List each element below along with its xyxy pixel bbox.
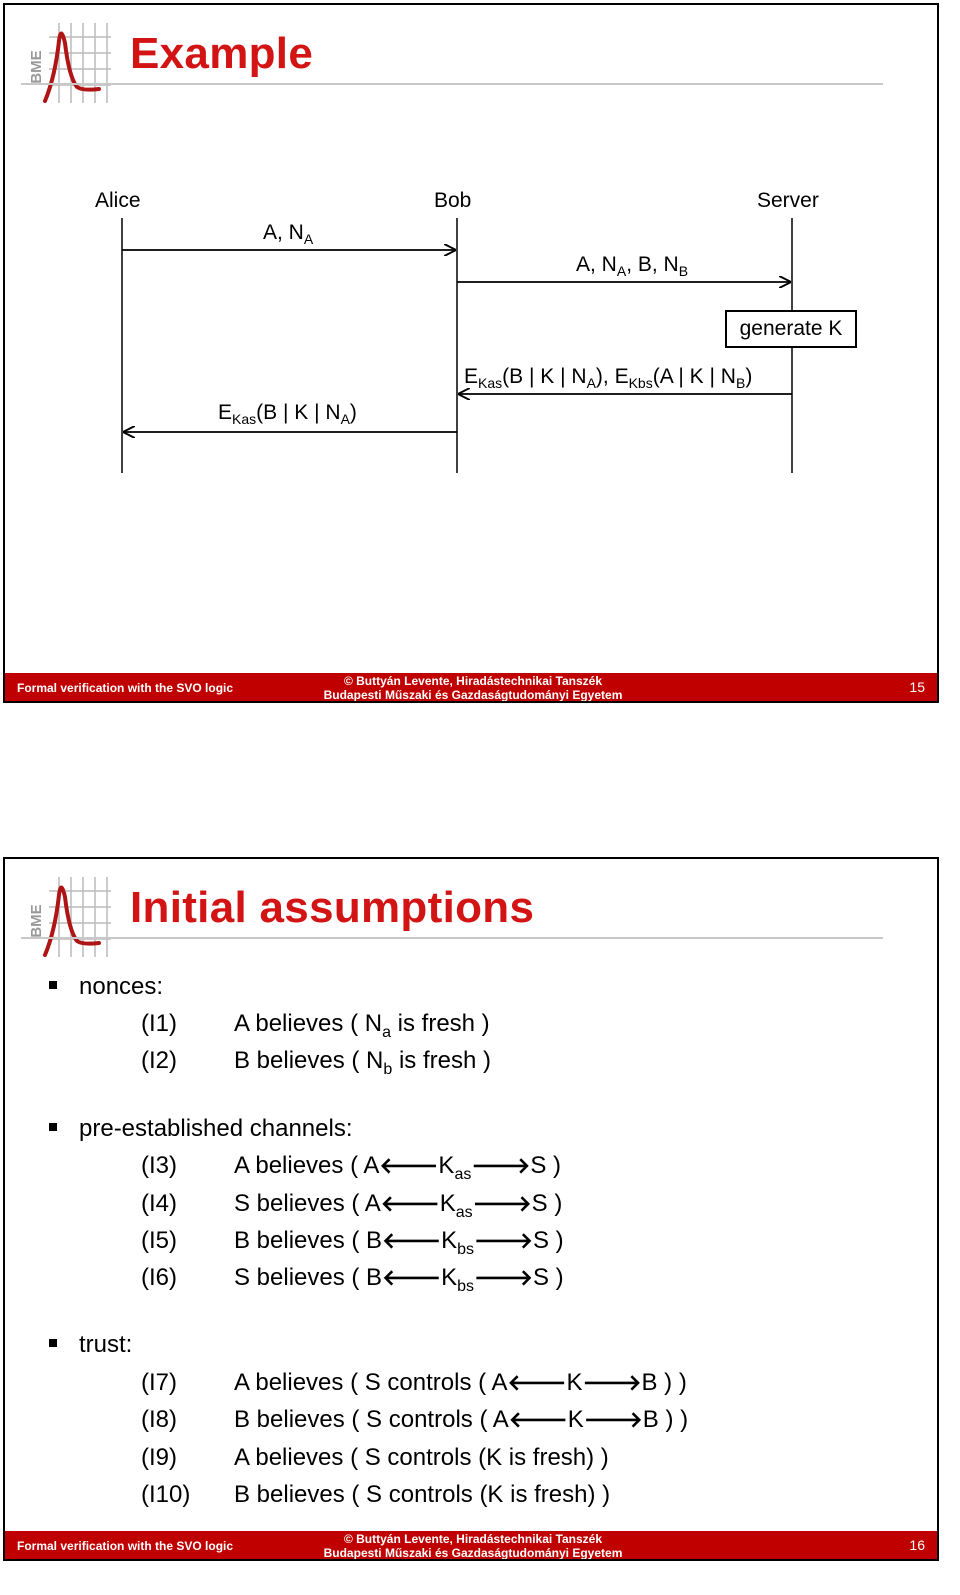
right-arrow-icon: 🡒 <box>472 1192 532 1217</box>
bme-logo <box>19 871 115 961</box>
slide-title: Initial assumptions <box>130 883 535 932</box>
footer-author: © Buttyán Levente, Hiradástechnikai Tanszék <box>343 674 603 688</box>
svg-text:BME: BME <box>28 904 45 938</box>
footer-page-number: 15 <box>909 679 925 695</box>
bullet-icon <box>49 1123 57 1131</box>
footer-course-title: Formal verification with the SVO logic <box>17 681 234 695</box>
bullet-icon <box>49 1339 57 1347</box>
footer-course-title: Formal verification with the SVO logic <box>17 1539 234 1553</box>
section-trust: trust: <box>49 1331 132 1359</box>
generate-key-box: generate K <box>725 310 857 348</box>
slide-initial-assumptions: BME Initial assumptions nonces: (I1) A believes ( $N_a$ is fresh ) (I2) B believes ( $N_b$ is fresh ) pre-established channels: (I3) A believes ( $A🡐K_{as}🡒S$ ) (I4) S believes ( $A🡐K_{as}🡒S$ ) (I5) B believes ( $B🡐K_{bs}🡒S$ ) (I6) S believes ( $B🡐K_{bs}🡒S$ ) trust: (I7) A believes ( S controls ( A🡐K🡒B ) ) (I8) B believes ( S controls ( A🡐K🡒B ) ) (I9) A believes ( S controls (K is fresh) ) (I10) B believes ( S controls (K is fresh) ) Formal verification with the SVO logic © Buttyán Levente, Hiradástechnikai Tanszék Budapesti Műszaki és Gazdaságtudományi Egyetem 16 <box>3 857 939 1561</box>
message-1-label: A, $N_A$ <box>263 221 314 247</box>
message-4-label: $E_{Kas}(B$ | K | $N_A$) <box>218 401 357 427</box>
message-3-label: $E_{Kas}(B$ | K | $N_A$), $E_{Kbs}(A$ | K | $N_B$) <box>464 365 753 391</box>
lifeline-label-server: Server <box>757 189 819 212</box>
message-2-label: A, $N_A$, B, $N_B$ <box>576 253 689 279</box>
left-arrow-icon: 🡐 <box>382 1266 442 1291</box>
right-arrow-icon: 🡒 <box>474 1266 533 1291</box>
footer-page-number: 16 <box>909 1537 925 1553</box>
footer-author: © Buttyán Levente, Hiradástechnikai Tanszék <box>343 1532 603 1546</box>
title-divider <box>21 937 883 939</box>
left-arrow-icon: 🡐 <box>380 1192 440 1217</box>
left-arrow-icon: 🡐 <box>508 1408 568 1433</box>
left-arrow-icon: 🡐 <box>382 1229 442 1254</box>
footer-university: Budapesti Műszaki és Gazdaságtudományi Egyetem <box>323 688 623 702</box>
footer-university: Budapesti Műszaki és Gazdaságtudományi Egyetem <box>323 1546 623 1560</box>
bullet-icon <box>49 981 57 989</box>
slide-footer <box>5 673 937 701</box>
slide-example <box>3 3 939 703</box>
right-arrow-icon: 🡒 <box>471 1154 531 1179</box>
right-arrow-icon: 🡒 <box>474 1229 533 1254</box>
right-arrow-icon: 🡒 <box>583 1408 643 1433</box>
footer-copyright <box>5 674 939 702</box>
section-channels: pre-established channels: <box>49 1115 353 1143</box>
right-arrow-icon: 🡒 <box>582 1371 642 1396</box>
slide-title: Example <box>130 29 314 78</box>
slide-footer <box>5 1531 937 1559</box>
left-arrow-icon: 🡐 <box>379 1154 439 1179</box>
lifeline-label-alice: Alice <box>95 189 141 212</box>
left-arrow-icon: 🡐 <box>507 1371 567 1396</box>
footer-copyright <box>5 1532 939 1560</box>
section-nonces: nonces: <box>49 973 163 1001</box>
svg-text:BME: BME <box>28 50 45 84</box>
lifeline-label-bob: Bob <box>434 189 472 212</box>
